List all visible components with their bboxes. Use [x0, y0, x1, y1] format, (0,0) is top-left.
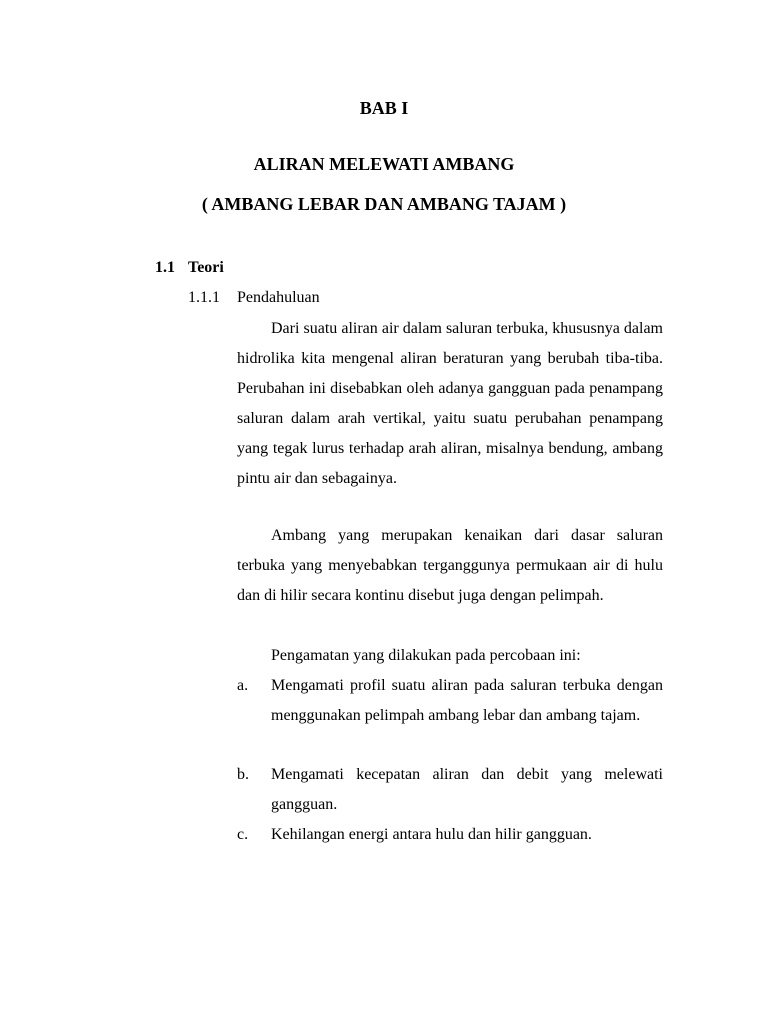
list-item-marker: c. [237, 826, 249, 843]
paragraph-introduction: Dari suatu aliran air dalam saluran terbuka, khususnya dalam hidrolika kita mengenal aliran beraturan yang berubah tiba-tiba. Perubahan ini disebabkan oleh adanya gangguan pada penampang saluran dalam arah vertikal, yaitu suatu perubahan penampang yang tegak lurus terhadap arah aliran, misalnya bendung, ambang pintu air dan sebagainya. [237, 320, 663, 487]
section-number: 1.1 [155, 259, 175, 276]
paragraph-observations-intro: Pengamatan yang dilakukan pada percobaan ini: [271, 647, 581, 664]
list-item-marker: b. [237, 766, 249, 783]
section-title: Teori [188, 259, 224, 276]
subsection-number: 1.1.1 [188, 289, 220, 306]
list-item-text: Kehilangan energi antara hulu dan hilir gangguan. [271, 826, 592, 843]
paragraph-ambang-definition: Ambang yang merupakan kenaikan dari dasar saluran terbuka yang menyebabkan terganggunya permukaan air di hulu dan di hilir secara kontinu disebut juga dengan pelimpah. [237, 527, 663, 604]
list-item-text: Mengamati profil suatu aliran pada saluran terbuka dengan menggunakan pelimpah ambang lebar dan ambang tajam. [271, 677, 663, 724]
chapter-heading: BAB I [359, 98, 409, 118]
list-item-text: Mengamati kecepatan aliran dan debit yang melewati gangguan. [271, 766, 663, 813]
subsection-title: Pendahuluan [237, 289, 320, 306]
list-item-marker: a. [237, 677, 249, 694]
chapter-title: ALIRAN MELEWATI AMBANG [253, 154, 515, 174]
chapter-subtitle: ( AMBANG LEBAR DAN AMBANG TAJAM ) [201, 194, 567, 214]
